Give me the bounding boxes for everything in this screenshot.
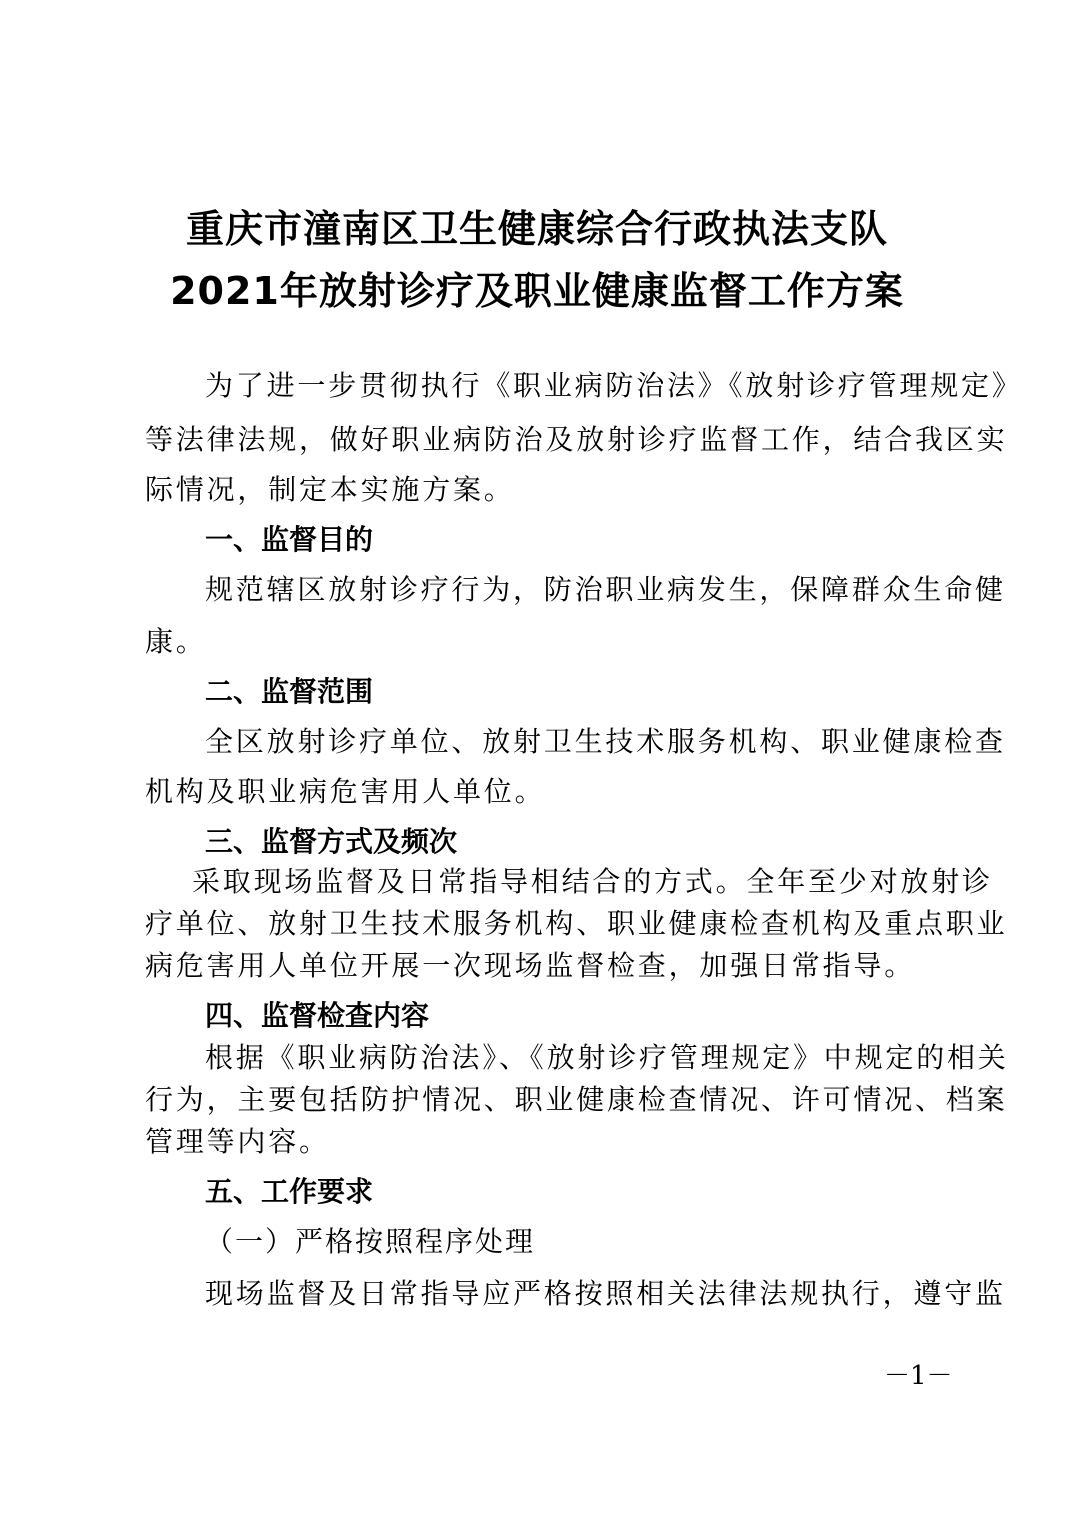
section-text-line: 疗单位、放射卫生技术服务机构、职业健康检查机构及重点职业: [145, 907, 1008, 940]
section-heading-requirements: 五、工作要求: [205, 1175, 374, 1208]
section-text-line: 康。: [145, 625, 207, 658]
section-text-line: 机构及职业病危害用人单位。: [145, 775, 546, 808]
document-title-line-1: 重庆市潼南区卫生健康综合行政执法支队: [185, 207, 888, 251]
section-text-line: 病危害用人单位开展一次现场监督检查，加强日常指导。: [145, 949, 916, 982]
section-heading-purpose: 一、监督目的: [205, 523, 374, 556]
section-text-line: 规范辖区放射诊疗行为，防治职业病发生，保障群众生命健: [205, 573, 1006, 606]
intro-paragraph-line: 等法律法规，做好职业病防治及放射诊疗监督工作，结合我区实: [145, 423, 1008, 456]
section-text-line: 行为，主要包括防护情况、职业健康检查情况、许可情况、档案: [145, 1083, 1008, 1116]
section-text-line: 管理等内容。: [145, 1125, 330, 1158]
subsection-heading: （一）严格按照程序处理: [205, 1225, 536, 1258]
page-number: －1－: [884, 1361, 953, 1391]
section-heading-scope: 二、监督范围: [205, 675, 374, 708]
section-text-line: 现场监督及日常指导应严格按照相关法律法规执行，遵守监: [205, 1277, 1006, 1310]
section-heading-content: 四、监督检查内容: [205, 999, 430, 1032]
document-title-line-2: 2021年放射诊疗及职业健康监督工作方案: [170, 269, 904, 313]
section-text-line: 采取现场监督及日常指导相结合的方式。全年至少对放射诊: [192, 865, 993, 898]
section-text-line: 全区放射诊疗单位、放射卫生技术服务机构、职业健康检查: [205, 725, 1006, 758]
intro-paragraph-line: 为了进一步贯彻执行《职业病防治法》《放射诊疗管理规定》: [205, 369, 1023, 402]
intro-paragraph-line: 际情况，制定本实施方案。: [145, 473, 515, 506]
section-text-line: 根据《职业病防治法》、《放射诊疗管理规定》中规定的相关: [205, 1041, 1009, 1074]
section-heading-method: 三、监督方式及频次: [205, 825, 458, 858]
